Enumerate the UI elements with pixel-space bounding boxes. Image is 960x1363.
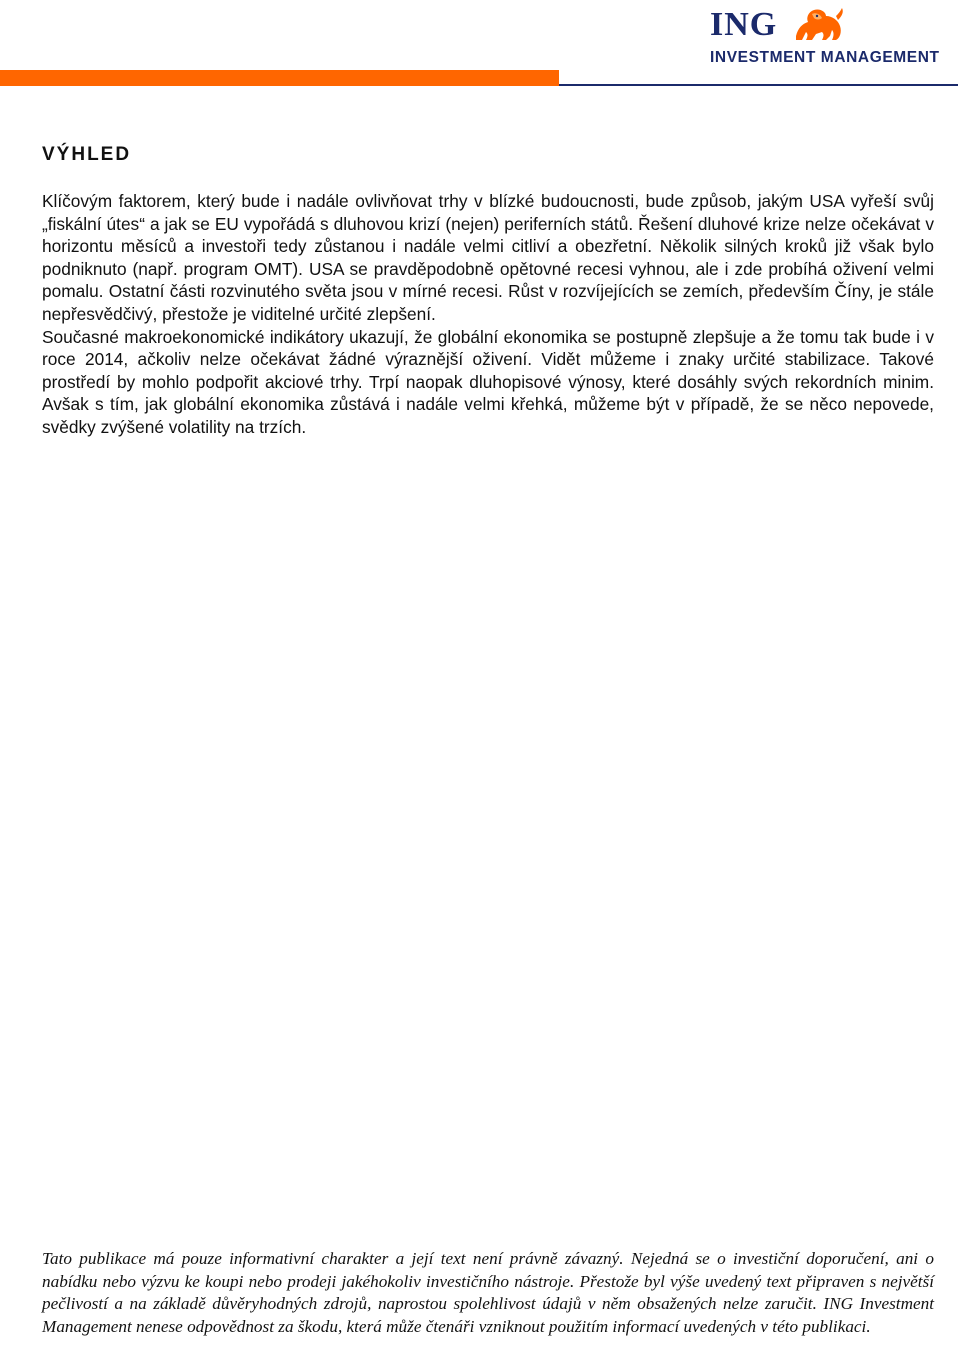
lion-icon (792, 6, 844, 42)
ing-logo (708, 6, 958, 68)
paragraph-1: Klíčovým faktorem, který bude i nadále ovlivňovat trhy v blízké budoucnosti, bude způsob, jakým USA vyřeší svůj „fiskální útes“ a jak se EU vypořádá s dluhovou krizí (nejen) periferních států. Řešení dluhové krize nelze očekávat v horizontu měsíců a investoři tedy zůstanou i nadále velmi citliví a obezřetní. Několik silných kroků již však bylo podniknuto (např. program OMT). USA se pravděpodobně opětovné recesi vyhnou, ale i zde probíhá oživení velmi pomalu. Ostatní části rozvinutého světa jsou v mírné recesi. Růst v rozvíjejících se zemích, především Číny, je stále nepřesvědčivý, přestože je viditelné určité zlepšení. (42, 191, 934, 324)
logo-subtitle: INVESTMENT MANAGEMENT (710, 49, 940, 66)
paragraph-2: Současné makroekonomické indikátory ukazují, že globální ekonomika se postupně zlepšuje a že tomu tak bude i v roce 2014, ačkoliv nelze očekávat žádné výraznější oživení. Vidět můžeme i znaky určité stabilizace. Takové prostředí by mohlo podpořit akciové trhy. Trpí naopak dluhopisové výnosy, které dosáhly svých rekordních minim. Avšak s tím, jak globální ekonomika zůstává i nadále velmi křehká, můžeme být v případě, že se něco nepovede, svědky zvýšené volatility na trzích. (42, 326, 934, 437)
disclaimer: Tato publikace má pouze informativní charakter a její text není právně závazný. Nejedná se o investiční doporučení, ani o nabídku nebo výzvu ke koupi nebo prodeji jakéhokoliv investičního nástroje. Přestože byl výše uvedený text připraven s největší pečlivostí a na základě důvěryhodných zdrojů, naprostou spolehlivost údajů v něm obsažených nelze zaručit. ING Investment Management nenese odpovědnost za škodu, která může čtenáři vzniknout použitím informací uvedených v této publikaci. (42, 1249, 934, 1336)
logo-ing-text: ING (710, 6, 778, 43)
body-text (42, 190, 934, 439)
section-title: VÝHLED (42, 144, 132, 165)
header-orange-bar (0, 70, 559, 86)
header-navy-rule (559, 84, 958, 86)
